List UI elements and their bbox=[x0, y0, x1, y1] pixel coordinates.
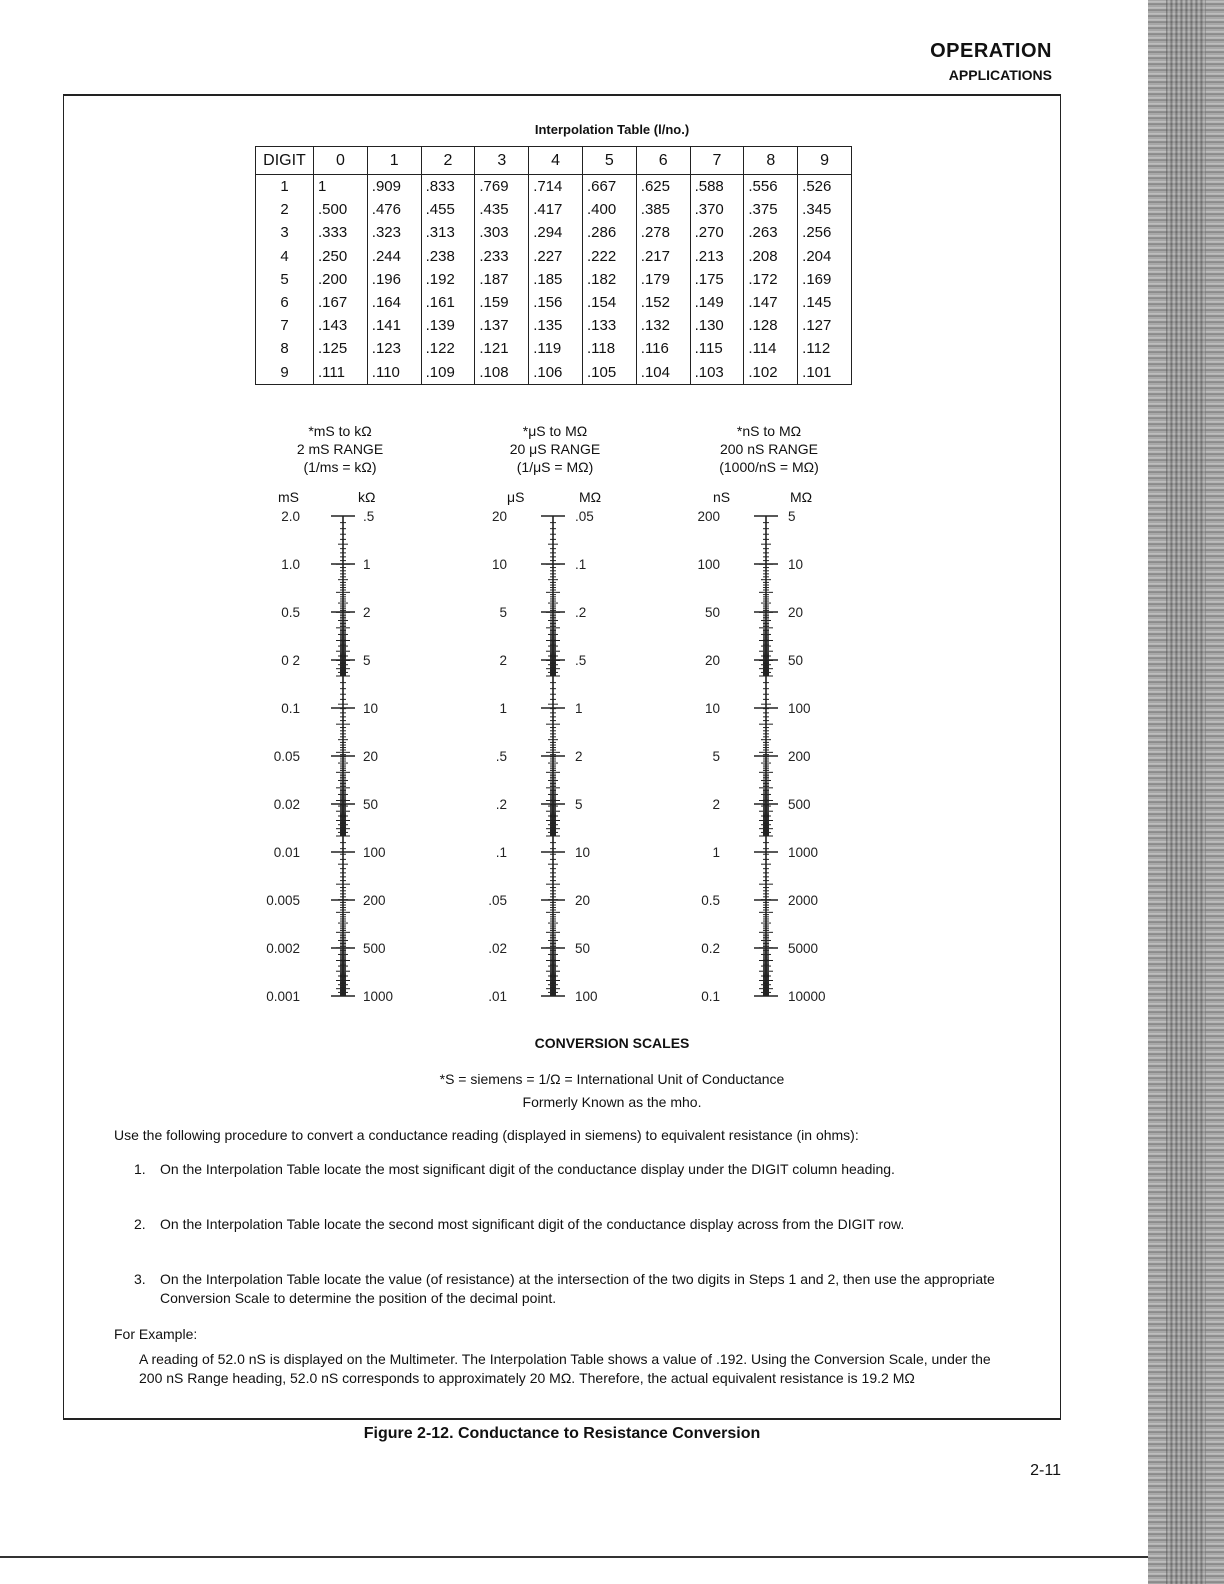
scale-title: *nS to MΩ bbox=[736, 423, 802, 439]
table-cell: .175 bbox=[690, 268, 744, 291]
table-cell: .122 bbox=[421, 337, 475, 360]
scale-left-label: .1 bbox=[495, 845, 507, 860]
scale-formula: (1/ms = kΩ) bbox=[303, 459, 377, 475]
scale-left-label: 1 bbox=[499, 701, 507, 716]
scale-right-label: 1 bbox=[575, 701, 583, 716]
table-cell: .119 bbox=[529, 337, 583, 360]
table-cell: .118 bbox=[582, 337, 636, 360]
table-cell: .137 bbox=[475, 314, 529, 337]
scale-right-label: 10 bbox=[788, 557, 804, 572]
scale-right-label: 100 bbox=[363, 845, 386, 860]
conversion-scales-title: CONVERSION SCALES bbox=[534, 1035, 690, 1051]
table-cell: .116 bbox=[636, 337, 690, 360]
table-cell: .192 bbox=[421, 268, 475, 291]
table-cell: .179 bbox=[636, 268, 690, 291]
scale-left-label: 0.5 bbox=[701, 893, 720, 908]
table-cell: .375 bbox=[744, 198, 798, 221]
row-digit: 9 bbox=[256, 361, 314, 385]
table-cell: .133 bbox=[582, 314, 636, 337]
scale-right-label: 1 bbox=[363, 557, 371, 572]
scale-right-label: 20 bbox=[575, 893, 591, 908]
table-cell: .227 bbox=[529, 245, 583, 268]
scale-right-label: 500 bbox=[788, 797, 811, 812]
scale-left-label: 20 bbox=[491, 509, 507, 524]
digit-header-6: 6 bbox=[636, 147, 690, 175]
table-cell: .278 bbox=[636, 221, 690, 244]
table-cell: .833 bbox=[421, 175, 475, 199]
table-cell: .128 bbox=[744, 314, 798, 337]
table-cell: .161 bbox=[421, 291, 475, 314]
section-title: OPERATION bbox=[930, 40, 1052, 62]
row-digit: 8 bbox=[256, 337, 314, 360]
table-cell: .185 bbox=[529, 268, 583, 291]
scale-right-label: 50 bbox=[575, 941, 591, 956]
row-digit: 2 bbox=[256, 198, 314, 221]
scale-right-label: 1000 bbox=[788, 845, 819, 860]
scale-left-label: 2.0 bbox=[281, 509, 300, 524]
scale-left-label: 20 bbox=[704, 653, 720, 668]
scale-right-label: 500 bbox=[363, 941, 386, 956]
row-digit: 6 bbox=[256, 291, 314, 314]
table-cell: .112 bbox=[798, 337, 852, 360]
table-cell: .400 bbox=[582, 198, 636, 221]
procedure-intro: Use the following procedure to convert a conductance reading (displayed in siemens) to equivalent resistance (in ohms): bbox=[114, 1127, 859, 1143]
table-cell: .143 bbox=[314, 314, 368, 337]
table-cell: .286 bbox=[582, 221, 636, 244]
scale-title: *mS to kΩ bbox=[308, 423, 372, 439]
table-cell: .167 bbox=[314, 291, 368, 314]
scale-right-label: 100 bbox=[575, 989, 598, 1004]
table-cell: .102 bbox=[744, 361, 798, 385]
table-cell: .101 bbox=[798, 361, 852, 385]
table-cell: .164 bbox=[367, 291, 421, 314]
scale-left-label: 0.1 bbox=[701, 989, 720, 1004]
scale-right-label: 100 bbox=[788, 701, 811, 716]
table-cell: .159 bbox=[475, 291, 529, 314]
row-digit: 5 bbox=[256, 268, 314, 291]
scale-right-label: 1000 bbox=[363, 989, 394, 1004]
table-cell: .222 bbox=[582, 245, 636, 268]
unit-label-ns: nS bbox=[713, 489, 731, 505]
figure-caption: Figure 2-12. Conductance to Resistance Conversion bbox=[363, 1425, 761, 1442]
scale-left-label: 0.005 bbox=[266, 893, 300, 908]
scale-right-label: 5 bbox=[788, 509, 796, 524]
table-cell: .625 bbox=[636, 175, 690, 199]
example-label: For Example: bbox=[114, 1326, 198, 1342]
scale-left-label: 0.2 bbox=[701, 941, 720, 956]
row-digit: 1 bbox=[256, 175, 314, 199]
digit-header-7: 7 bbox=[690, 147, 744, 175]
scale-left-label: 2 bbox=[712, 797, 720, 812]
row-digit: 4 bbox=[256, 245, 314, 268]
step-number: 1. bbox=[134, 1161, 146, 1177]
table-cell: .588 bbox=[690, 175, 744, 199]
scale-formula: (1000/nS = MΩ) bbox=[719, 459, 819, 475]
table-cell: .172 bbox=[744, 268, 798, 291]
scale-left-label: 0.02 bbox=[273, 797, 300, 812]
table-cell: .145 bbox=[798, 291, 852, 314]
scale-left-label: 0.01 bbox=[273, 845, 300, 860]
table-cell: .256 bbox=[798, 221, 852, 244]
scale-left-label: 0.05 bbox=[273, 749, 300, 764]
scale-left-label: 5 bbox=[499, 605, 507, 620]
table-cell: .250 bbox=[314, 245, 368, 268]
table-cell: .244 bbox=[367, 245, 421, 268]
table-cell: .323 bbox=[367, 221, 421, 244]
table-cell: .526 bbox=[798, 175, 852, 199]
scale-right-label: .05 bbox=[575, 509, 594, 524]
scale-left-label: 100 bbox=[697, 557, 720, 572]
scale-left-label: 5 bbox=[712, 749, 720, 764]
table-cell: .204 bbox=[798, 245, 852, 268]
scale-right-label: 10 bbox=[575, 845, 591, 860]
table-cell: .152 bbox=[636, 291, 690, 314]
scale-right-label: 20 bbox=[363, 749, 379, 764]
table-cell: .125 bbox=[314, 337, 368, 360]
scale-right-label: 2 bbox=[575, 749, 583, 764]
table-cell: .303 bbox=[475, 221, 529, 244]
scale-right-label: 2000 bbox=[788, 893, 819, 908]
table-cell: .233 bbox=[475, 245, 529, 268]
step-text: On the Interpolation Table locate the most significant digit of the conductance display under the DIGIT column heading. bbox=[160, 1161, 895, 1177]
table-cell: .435 bbox=[475, 198, 529, 221]
digit-column-header: DIGIT bbox=[256, 147, 314, 175]
scale-left-label: 0.001 bbox=[266, 989, 300, 1004]
scale-right-label: .5 bbox=[575, 653, 587, 668]
scale-right-label: 50 bbox=[363, 797, 379, 812]
scale-right-label: 5 bbox=[575, 797, 583, 812]
table-cell: .208 bbox=[744, 245, 798, 268]
scale-left-label: .01 bbox=[488, 989, 507, 1004]
table-cell: .417 bbox=[529, 198, 583, 221]
table-cell: .370 bbox=[690, 198, 744, 221]
table-cell: .476 bbox=[367, 198, 421, 221]
interpolation-table-title: Interpolation Table (l/no.) bbox=[534, 122, 690, 137]
table-cell: .238 bbox=[421, 245, 475, 268]
scale-left-label: 50 bbox=[704, 605, 720, 620]
scale-title: *μS to MΩ bbox=[522, 423, 588, 439]
scale-right-label: .1 bbox=[575, 557, 587, 572]
scale-range: 2 mS RANGE bbox=[296, 441, 384, 457]
mho-footnote: Formerly Known as the mho. bbox=[522, 1094, 702, 1110]
table-cell: .217 bbox=[636, 245, 690, 268]
table-cell: .121 bbox=[475, 337, 529, 360]
scale-right-label: 50 bbox=[788, 653, 804, 668]
table-cell: .909 bbox=[367, 175, 421, 199]
digit-header-8: 8 bbox=[744, 147, 798, 175]
digit-header-9: 9 bbox=[798, 147, 852, 175]
procedure-step bbox=[134, 1270, 1014, 1308]
table-cell: .103 bbox=[690, 361, 744, 385]
scale-right-label: 2 bbox=[363, 605, 371, 620]
example-text: A reading of 52.0 nS is displayed on the Multimeter. The Interpolation Table shows a value of .192. Using the Conversion Scale, under the 200 nS Range heading, 52.0 nS corresponds to approximately 20 MΩ. Therefore, the actual equivalent resistance is 19.2 MΩ bbox=[139, 1351, 991, 1386]
table-cell: .149 bbox=[690, 291, 744, 314]
table-cell: .294 bbox=[529, 221, 583, 244]
table-cell: .556 bbox=[744, 175, 798, 199]
table-cell: .109 bbox=[421, 361, 475, 385]
table-cell: .213 bbox=[690, 245, 744, 268]
table-cell: .141 bbox=[367, 314, 421, 337]
table-cell: .169 bbox=[798, 268, 852, 291]
table-cell: .200 bbox=[314, 268, 368, 291]
scale-left-label: 10 bbox=[491, 557, 507, 572]
table-cell: .333 bbox=[314, 221, 368, 244]
scale-right-label: .5 bbox=[363, 509, 375, 524]
unit-label-mohm: MΩ bbox=[790, 489, 813, 505]
table-cell: .667 bbox=[582, 175, 636, 199]
table-cell: .111 bbox=[314, 361, 368, 385]
table-cell: .106 bbox=[529, 361, 583, 385]
scale-left-label: 2 bbox=[499, 653, 507, 668]
scale-right-label: 10000 bbox=[788, 989, 826, 1004]
unit-label-kohm: kΩ bbox=[358, 489, 376, 505]
scale-right-label: 10 bbox=[363, 701, 379, 716]
table-cell: .135 bbox=[529, 314, 583, 337]
table-cell: .345 bbox=[798, 198, 852, 221]
scale-left-label: 0.002 bbox=[266, 941, 300, 956]
step-number: 2. bbox=[134, 1216, 146, 1232]
table-cell: .455 bbox=[421, 198, 475, 221]
table-cell: .104 bbox=[636, 361, 690, 385]
table-cell: .105 bbox=[582, 361, 636, 385]
scale-left-label: 1 bbox=[712, 845, 720, 860]
table-cell: .147 bbox=[744, 291, 798, 314]
scale-right-label: 5 bbox=[363, 653, 371, 668]
scale-right-label: 20 bbox=[788, 605, 804, 620]
table-cell: .182 bbox=[582, 268, 636, 291]
scale-left-label: .2 bbox=[495, 797, 507, 812]
scale-left-label: 200 bbox=[697, 509, 720, 524]
digit-header-1: 1 bbox=[367, 147, 421, 175]
table-cell: .156 bbox=[529, 291, 583, 314]
table-cell: .500 bbox=[314, 198, 368, 221]
scale-left-label: 0.5 bbox=[281, 605, 300, 620]
row-digit: 3 bbox=[256, 221, 314, 244]
table-cell: .123 bbox=[367, 337, 421, 360]
digit-header-2: 2 bbox=[421, 147, 475, 175]
table-cell: .187 bbox=[475, 268, 529, 291]
scale-right-label: 200 bbox=[788, 749, 811, 764]
table-cell: .196 bbox=[367, 268, 421, 291]
table-cell: .769 bbox=[475, 175, 529, 199]
scale-right-label: .2 bbox=[575, 605, 587, 620]
table-cell: .114 bbox=[744, 337, 798, 360]
table-cell: .313 bbox=[421, 221, 475, 244]
step-text: On the Interpolation Table locate the value (of resistance) at the intersection of the two digits in Steps 1 and 2, then use the appropriate Conversion Scale to determine the position of the decimal point. bbox=[160, 1271, 995, 1306]
table-cell: .139 bbox=[421, 314, 475, 337]
siemens-footnote: *S = siemens = 1/Ω = International Unit of Conductance bbox=[439, 1071, 785, 1087]
scale-right-label: 200 bbox=[363, 893, 386, 908]
scale-left-label: 1.0 bbox=[281, 557, 300, 572]
table-cell: .263 bbox=[744, 221, 798, 244]
table-cell: .270 bbox=[690, 221, 744, 244]
table-cell: .130 bbox=[690, 314, 744, 337]
scale-left-label: 10 bbox=[704, 701, 720, 716]
unit-label-ms: mS bbox=[278, 489, 299, 505]
digit-header-3: 3 bbox=[475, 147, 529, 175]
digit-header-0: 0 bbox=[314, 147, 368, 175]
page-number: 2-11 bbox=[1030, 1462, 1061, 1479]
table-cell: .154 bbox=[582, 291, 636, 314]
unit-label-us: μS bbox=[507, 489, 525, 505]
table-cell: .132 bbox=[636, 314, 690, 337]
scale-left-label: .05 bbox=[488, 893, 507, 908]
digit-header-5: 5 bbox=[582, 147, 636, 175]
table-cell: .127 bbox=[798, 314, 852, 337]
scale-left-label: 0 2 bbox=[281, 653, 300, 668]
step-text: On the Interpolation Table locate the second most significant digit of the conductance display across from the DIGIT row. bbox=[160, 1216, 905, 1232]
scale-left-label: 0.1 bbox=[281, 701, 300, 716]
table-cell: .115 bbox=[690, 337, 744, 360]
scale-formula: (1/μS = MΩ) bbox=[516, 459, 594, 475]
step-number: 3. bbox=[134, 1271, 146, 1287]
procedure-step bbox=[134, 1160, 1014, 1179]
table-cell: .110 bbox=[367, 361, 421, 385]
table-cell: 1 bbox=[314, 175, 368, 199]
digit-header-4: 4 bbox=[529, 147, 583, 175]
scale-left-label: .5 bbox=[495, 749, 507, 764]
unit-label-mohm: MΩ bbox=[579, 489, 602, 505]
scale-right-label: 5000 bbox=[788, 941, 819, 956]
scale-range: 20 μS RANGE bbox=[509, 441, 601, 457]
table-cell: .108 bbox=[475, 361, 529, 385]
scale-left-label: .02 bbox=[488, 941, 507, 956]
scale-range: 200 nS RANGE bbox=[719, 441, 819, 457]
subsection-title: APPLICATIONS bbox=[948, 67, 1052, 83]
row-digit: 7 bbox=[256, 314, 314, 337]
procedure-step bbox=[134, 1215, 1014, 1234]
table-cell: .385 bbox=[636, 198, 690, 221]
table-cell: .714 bbox=[529, 175, 583, 199]
